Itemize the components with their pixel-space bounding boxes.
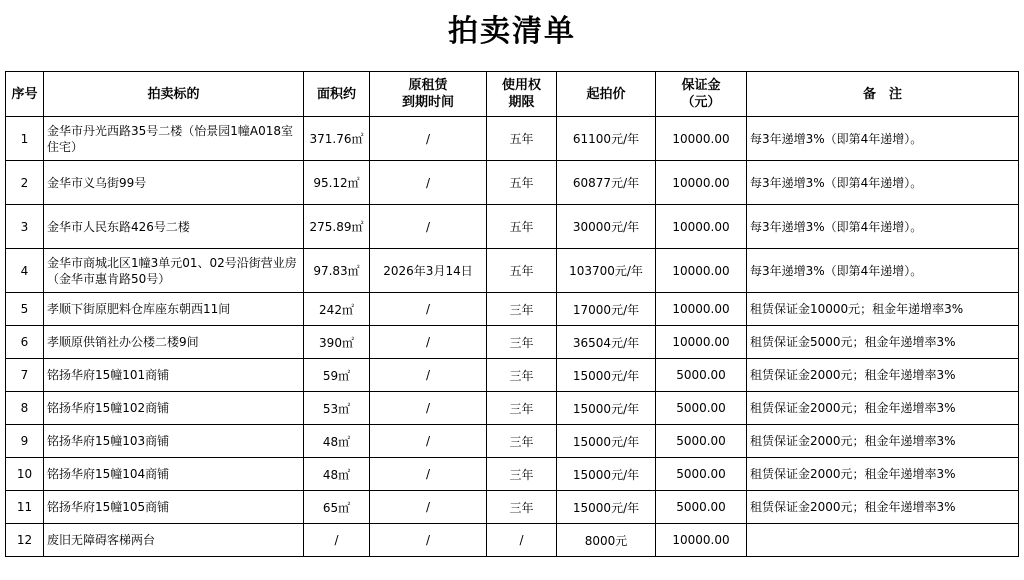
row-item: 金华市商城北区1幢3单元01、02号沿街营业房（金华市惠肯路50号） (44, 249, 304, 293)
row-item: 铭扬华府15幢105商铺 (44, 491, 304, 524)
row-term: 五年 (487, 161, 557, 205)
row-area: 371.76㎡ (304, 117, 370, 161)
row-lease-end: / (370, 326, 487, 359)
row-deposit: 10000.00 (656, 293, 747, 326)
table-row (6, 205, 1019, 249)
row-deposit: 5000.00 (656, 359, 747, 392)
table-row (6, 458, 1019, 491)
row-term: 三年 (487, 392, 557, 425)
row-item: 废旧无障碍客梯两台 (44, 524, 304, 557)
row-price: 15000元/年 (557, 425, 656, 458)
row-area: 390㎡ (304, 326, 370, 359)
row-price: 17000元/年 (557, 293, 656, 326)
row-seq: 11 (6, 491, 44, 524)
row-term: 五年 (487, 205, 557, 249)
row-deposit: 5000.00 (656, 491, 747, 524)
row-seq: 5 (6, 293, 44, 326)
row-seq: 10 (6, 458, 44, 491)
row-seq: 7 (6, 359, 44, 392)
row-item: 孝顺下街原肥料仓库座东朝西11间 (44, 293, 304, 326)
row-remark: 每3年递增3%（即第4年递增）。 (747, 161, 1019, 205)
row-seq: 1 (6, 117, 44, 161)
table-row (6, 425, 1019, 458)
row-price: 61100元/年 (557, 117, 656, 161)
table-header-row (6, 72, 1019, 117)
row-term: 五年 (487, 249, 557, 293)
row-item: 铭扬华府15幢104商铺 (44, 458, 304, 491)
table-row (6, 326, 1019, 359)
row-term: 五年 (487, 117, 557, 161)
row-lease-end: / (370, 425, 487, 458)
row-term: 三年 (487, 293, 557, 326)
row-deposit: 10000.00 (656, 161, 747, 205)
row-lease-end: / (370, 117, 487, 161)
row-price: 15000元/年 (557, 458, 656, 491)
row-area: 95.12㎡ (304, 161, 370, 205)
row-price: 15000元/年 (557, 392, 656, 425)
row-remark: 每3年递增3%（即第4年递增）。 (747, 249, 1019, 293)
row-remark: 租赁保证金5000元；租金年递增率3% (747, 326, 1019, 359)
row-price: 103700元/年 (557, 249, 656, 293)
row-item: 铭扬华府15幢102商铺 (44, 392, 304, 425)
row-item: 孝顺原供销社办公楼二楼9间 (44, 326, 304, 359)
row-seq: 3 (6, 205, 44, 249)
header-seq: 序号 (6, 72, 44, 117)
row-seq: 4 (6, 249, 44, 293)
row-deposit: 10000.00 (656, 205, 747, 249)
header-item: 拍卖标的 (44, 72, 304, 117)
row-remark: 租赁保证金2000元；租金年递增率3% (747, 425, 1019, 458)
table-row (6, 524, 1019, 557)
row-area: 53㎡ (304, 392, 370, 425)
table-row (6, 161, 1019, 205)
auction-table (5, 71, 1019, 557)
row-term: / (487, 524, 557, 557)
table-row (6, 392, 1019, 425)
row-term: 三年 (487, 326, 557, 359)
row-term: 三年 (487, 425, 557, 458)
table-row (6, 359, 1019, 392)
row-deposit: 5000.00 (656, 458, 747, 491)
row-remark: 租赁保证金2000元；租金年递增率3% (747, 359, 1019, 392)
row-item: 铭扬华府15幢103商铺 (44, 425, 304, 458)
row-seq: 2 (6, 161, 44, 205)
row-term: 三年 (487, 458, 557, 491)
row-item: 金华市丹光西路35号二楼（怡景园1幢A018室住宅） (44, 117, 304, 161)
row-remark (747, 524, 1019, 557)
row-seq: 9 (6, 425, 44, 458)
row-lease-end: / (370, 392, 487, 425)
table-row (6, 249, 1019, 293)
row-area: 48㎡ (304, 425, 370, 458)
row-seq: 8 (6, 392, 44, 425)
row-remark: 每3年递增3%（即第4年递增）。 (747, 205, 1019, 249)
row-deposit: 10000.00 (656, 326, 747, 359)
row-remark: 每3年递增3%（即第4年递增）。 (747, 117, 1019, 161)
row-remark: 租赁保证金10000元；租金年递增率3% (747, 293, 1019, 326)
row-deposit: 10000.00 (656, 249, 747, 293)
row-price: 36504元/年 (557, 326, 656, 359)
table-row (6, 293, 1019, 326)
row-area: / (304, 524, 370, 557)
row-lease-end: / (370, 161, 487, 205)
header-term: 使用权 期限 (487, 72, 557, 117)
row-term: 三年 (487, 491, 557, 524)
row-deposit: 5000.00 (656, 425, 747, 458)
header-remark: 备 注 (747, 72, 1019, 117)
row-remark: 租赁保证金2000元；租金年递增率3% (747, 458, 1019, 491)
row-lease-end: / (370, 293, 487, 326)
header-lease-end: 原租赁 到期时间 (370, 72, 487, 117)
row-lease-end: / (370, 491, 487, 524)
row-item: 金华市人民东路426号二楼 (44, 205, 304, 249)
row-lease-end: / (370, 524, 487, 557)
row-area: 65㎡ (304, 491, 370, 524)
header-price: 起拍价 (557, 72, 656, 117)
row-seq: 12 (6, 524, 44, 557)
row-area: 242㎡ (304, 293, 370, 326)
row-lease-end: / (370, 458, 487, 491)
row-item: 铭扬华府15幢101商铺 (44, 359, 304, 392)
header-deposit: 保证金 （元） (656, 72, 747, 117)
row-seq: 6 (6, 326, 44, 359)
row-term: 三年 (487, 359, 557, 392)
row-area: 275.89㎡ (304, 205, 370, 249)
table-row (6, 491, 1019, 524)
row-price: 15000元/年 (557, 491, 656, 524)
row-remark: 租赁保证金2000元；租金年递增率3% (747, 491, 1019, 524)
row-area: 48㎡ (304, 458, 370, 491)
row-deposit: 10000.00 (656, 524, 747, 557)
row-lease-end: / (370, 205, 487, 249)
row-price: 8000元 (557, 524, 656, 557)
row-price: 30000元/年 (557, 205, 656, 249)
row-price: 60877元/年 (557, 161, 656, 205)
row-item: 金华市义乌街99号 (44, 161, 304, 205)
table-row (6, 117, 1019, 161)
row-area: 59㎡ (304, 359, 370, 392)
page-title: 拍卖清单 (448, 14, 576, 49)
header-area: 面积约 (304, 72, 370, 117)
row-deposit: 5000.00 (656, 392, 747, 425)
row-lease-end: 2026年3月14日 (370, 249, 487, 293)
row-deposit: 10000.00 (656, 117, 747, 161)
row-remark: 租赁保证金2000元；租金年递增率3% (747, 392, 1019, 425)
row-area: 97.83㎡ (304, 249, 370, 293)
row-lease-end: / (370, 359, 487, 392)
row-price: 15000元/年 (557, 359, 656, 392)
